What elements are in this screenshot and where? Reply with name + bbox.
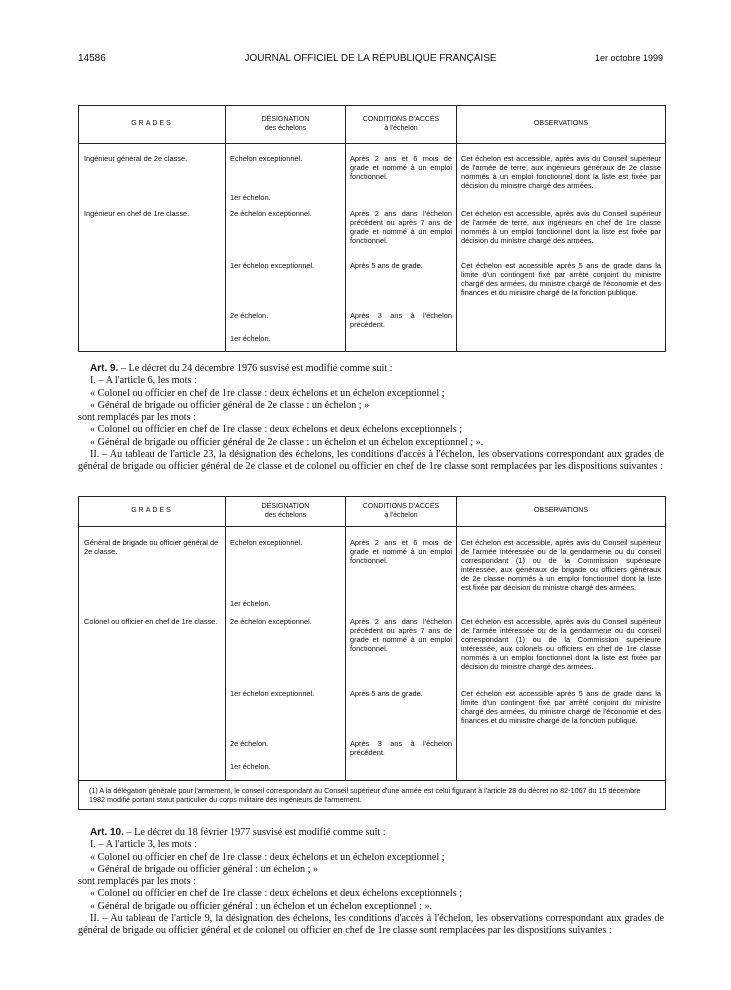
echelon-cell: 2e échelon exceptionnel. <box>226 209 346 261</box>
observation-cell: Cet échelon est accessible, après avis du Conseil supérieur de l'armée de terre, aux ingénieurs en chef de 1re classe nommés à un emploi fonctionnel dont la liste est fixée par décision du ministre chargé des armées. <box>457 209 666 261</box>
journal-title: JOURNAL OFFICIEL DE LA RÉPUBLIQUE FRANÇAISE <box>244 53 497 64</box>
condition-cell: Après 5 ans de grade. <box>346 261 457 311</box>
article-9-section-i: I. – A l'article 6, les mots : <box>90 375 197 387</box>
grade-cell: Général de brigade ou officier général de 2e classe. <box>79 527 226 599</box>
col-header-designation: DÉSIGNATION des échelons <box>226 106 346 144</box>
col-header-grades: GRADES <box>79 106 226 144</box>
echelon-cell: Echelon exceptionnel. <box>226 527 346 599</box>
article-10-intro: – Le décret du 18 février 1977 susvisé est modifié comme suit : <box>123 827 386 838</box>
echelon-cell: 2e échelon. <box>226 739 346 762</box>
page-number: 14586 <box>78 53 106 64</box>
col-header-conditions: CONDITIONS D'ACCÈS à l'échelon <box>346 106 457 144</box>
condition-cell: Après 3 ans à l'échelon précédent. <box>346 311 457 334</box>
grade-cell: Ingénieur général de 2e classe. <box>79 144 226 193</box>
table-row <box>79 762 666 781</box>
echelon-cell: 2e échelon exceptionnel. <box>226 617 346 689</box>
table-row <box>79 527 666 599</box>
table-header-row <box>79 497 666 527</box>
echelon-cell: 1er échelon. <box>226 762 346 781</box>
condition-cell: Après 5 ans de grade. <box>346 689 457 739</box>
echelon-cell: 2e échelon. <box>226 311 346 334</box>
table-1 <box>78 105 666 352</box>
condition-cell: Après 2 ans et 6 mois de grade et nommé à un emploi fonctionnel. <box>346 527 457 599</box>
footnote-row <box>79 781 666 810</box>
article-9 <box>78 363 664 474</box>
condition-cell: Après 2 ans et 6 mois de grade et nommé à un emploi fonctionnel. <box>346 144 457 193</box>
observation-cell: Cet échelon est accessible après 5 ans de grade dans la limite d'un contingent fixé par arrêté conjoint du ministre chargé des armées, du ministre chargé de l'économie et des finances et du ministre chargé de la fonction publique. <box>457 261 666 311</box>
col-header-designation: DÉSIGNATION des échelons <box>226 497 346 527</box>
table-header-row <box>79 106 666 144</box>
table-row <box>79 334 666 352</box>
observation-cell: Cet échelon est accessible après 5 ans de grade dans la limite d'un contingent fixé par arrêté conjoint du ministre chargé des armées, du ministre chargé de l'économie et des finances et du ministre chargé de la fonction publique. <box>457 689 666 739</box>
echelon-cell: 1er échelon. <box>226 334 346 352</box>
observation-cell: Cet échelon est accessible, après avis du Conseil supérieur de l'armée intéressée ou de la gendarmerie ou du conseil correspondant (1) ou de la Commission supérieure intéressée, aux colonels ou officiers en chef de 1re classe nommés à un emploi fonctionnel dont la liste est fixée par décision du ministre chargé des armées. <box>457 617 666 689</box>
echelon-cell: Echelon exceptionnel. <box>226 144 346 193</box>
echelon-cell: 1er échelon. <box>226 599 346 617</box>
article-10-label: Art. 10. <box>90 827 124 838</box>
col-header-observations: OBSERVATIONS <box>457 106 666 144</box>
table-2 <box>78 496 666 810</box>
table-row <box>79 617 666 689</box>
page-header <box>78 53 663 69</box>
quote-line: « Général de brigade ou officier général de 2e classe : un échelon ; » <box>90 399 370 411</box>
article-10-section-i: I. – A l'article 3, les mots : <box>90 839 197 851</box>
table-row <box>79 311 666 334</box>
condition-cell: Après 3 ans à l'échelon précédent. <box>346 739 457 762</box>
quote-line: « Colonel ou officier en chef de 1re classe : deux échelons et un échelon exceptionnel ; <box>90 851 445 863</box>
article-9-section-ii: II. – Au tableau de l'article 23, la désignation des échelons, les conditions d'accès à l'échelon, les observations correspondant aux grades de général de brigade ou officier général de 2e classe et de colonel ou officier en chef de 1re classe sont remplacées par les dispositions suivantes : <box>78 449 664 473</box>
echelon-cell: 1er échelon exceptionnel. <box>226 689 346 739</box>
grade-cell: Colonel ou officier en chef de 1re classe. <box>79 617 226 689</box>
condition-cell: Après 2 ans dans l'échelon précédent ou après 7 ans de grade et nommé à un emploi fonctionnel. <box>346 617 457 689</box>
quote-line: « Général de brigade ou officier général de 2e classe : un échelon et un échelon exceptionnel ; ». <box>90 436 484 448</box>
grade-cell: Ingénieur en chef de 1re classe. <box>79 209 226 261</box>
article-9-intro: – Le décret du 24 décembre 1976 susvisé est modifié comme suit : <box>118 363 393 374</box>
col-header-conditions: CONDITIONS D'ACCÈS à l'échelon <box>346 497 457 527</box>
table-row <box>79 144 666 193</box>
article-10 <box>78 827 664 938</box>
quote-line: « Général de brigade ou officier général : un échelon et un échelon exceptionnel ; ». <box>90 900 433 912</box>
col-header-grades: GRADES <box>79 497 226 527</box>
col-header-observations: OBSERVATIONS <box>457 497 666 527</box>
table-row <box>79 209 666 261</box>
table-row <box>79 599 666 617</box>
table-footnote: (1) A la délégation générale pour l'armement, le conseil correspondant au Conseil supérieur d'une armée est celui figurant à l'article 28 du décret no 82-1067 du 15 décembre 1982 modifié portant statut particulier du corps militaire des ingénieurs de l'armement. <box>79 781 666 810</box>
issue-date: 1er octobre 1999 <box>594 53 663 63</box>
quote-line: « Colonel ou officier en chef de 1re classe : deux échelons et deux échelons exceptionnels ; <box>90 888 463 900</box>
observation-cell: Cet échelon est accessible, après avis du Conseil supérieur de l'armée de terre, aux ingénieurs généraux de 2e classe nommés à un emploi fonctionnel dont la liste est fixée par décision du ministre chargé des armées. <box>457 144 666 193</box>
quote-line: « Général de brigade ou officier général : un échelon ; » <box>90 863 319 875</box>
quote-line: « Colonel ou officier en chef de 1re classe : deux échelons et un échelon exceptionnel ; <box>90 387 445 399</box>
table-row <box>79 689 666 739</box>
replaced-line: sont remplacés par les mots : <box>78 412 196 424</box>
table-row <box>79 261 666 311</box>
condition-cell: Après 2 ans dans l'échelon précédent ou après 7 ans de grade et nommé à un emploi fonctionnel. <box>346 209 457 261</box>
article-10-section-ii: II. – Au tableau de l'article 9, la désignation des échelons, les conditions d'accès à l'échelon, les observations correspondant aux grades de général de brigade ou officier général et de colonel ou officier en chef de 1re classe sont remplacées par les dispositions suivantes : <box>78 913 664 937</box>
echelon-cell: 1er échelon. <box>226 193 346 209</box>
echelon-cell: 1er échelon exceptionnel. <box>226 261 346 311</box>
table-row <box>79 193 666 209</box>
replaced-line: sont remplacés par les mots : <box>78 876 196 888</box>
quote-line: « Colonel ou officier en chef de 1re classe : deux échelons et deux échelons exceptionnels ; <box>90 424 463 436</box>
table-row <box>79 739 666 762</box>
article-9-label: Art. 9. <box>90 363 119 374</box>
observation-cell: Cet échelon est accessible, après avis du Conseil supérieur de l'armée intéressée ou de la gendarmerie ou du conseil correspondant (1) ou de la Commission supérieure intéressée, aux généraux de brigade ou officiers généraux de 2e classe nommés à un emploi fonctionnel dont la liste est fixée par décision du ministre chargé des armées. <box>457 527 666 599</box>
